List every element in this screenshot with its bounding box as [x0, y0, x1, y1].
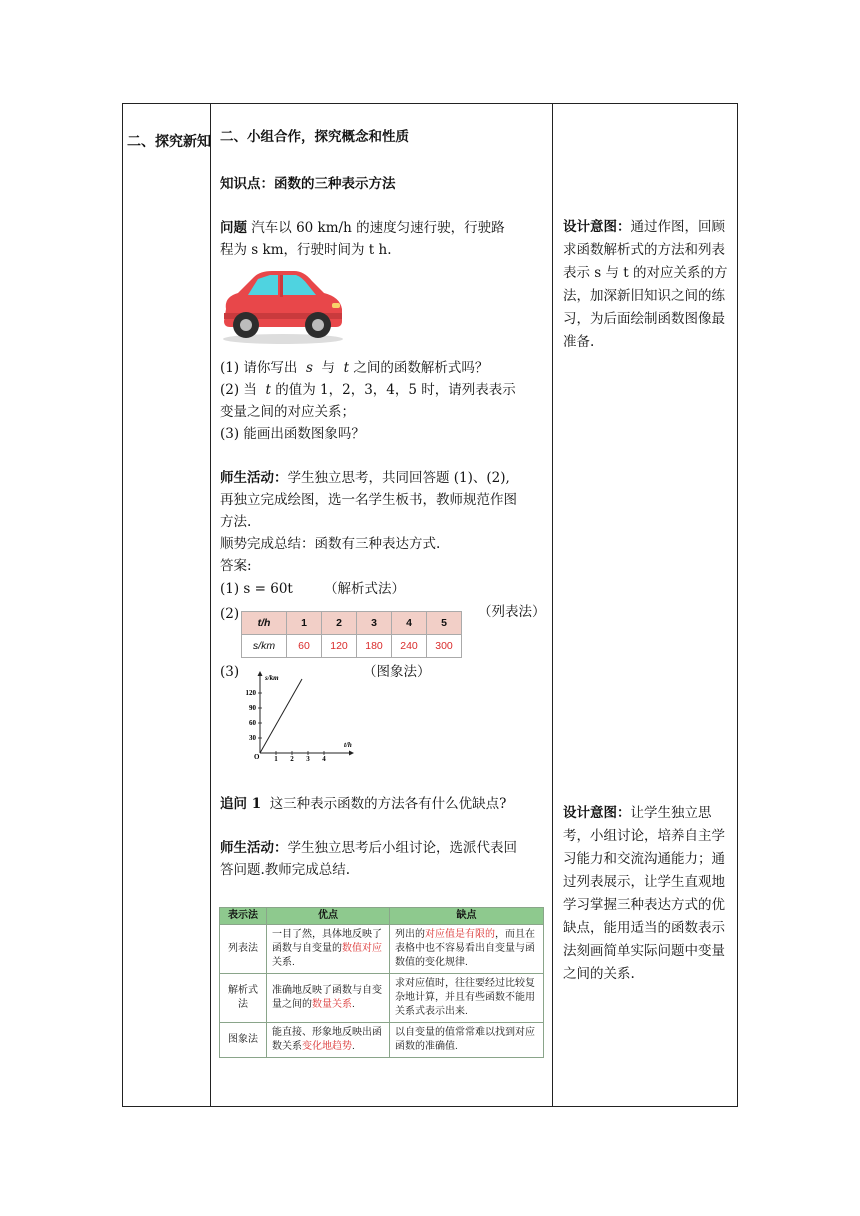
graph-xlabel: t/h: [344, 741, 352, 749]
answer-2-label: (2): [220, 606, 240, 622]
table-cell: 180: [357, 635, 392, 658]
table-cell: 120: [322, 635, 357, 658]
activity-block-2: 师生活动：学生独立思考后小组讨论，选派代表回 答问题.教师完成总结.: [220, 840, 517, 878]
x-tick-label: 1: [274, 755, 278, 761]
cons-cell: 列出的对应值是有限的，而且在表格中也不容易看出自变量与函数值的变化规律.: [390, 925, 544, 974]
main-heading: 二、小组合作，探究概念和性质: [220, 129, 409, 145]
summary-text: 顺势完成总结：函数有三种表达方式.: [220, 536, 441, 552]
answer-3-label: (3): [220, 664, 240, 680]
activity-block: 师生活动：学生独立思考，共同回答题 (1)、(2), 再独立完成绘图，选一名学生板书，教师规范作图 方法. 顺势完成总结：函数有三种表达方式. 答案:: [220, 470, 517, 574]
y-tick-label: 90: [249, 704, 256, 712]
graph-origin: O: [254, 753, 260, 761]
cons-cell: 求对应值时，往往要经过比较复杂地计算，并且有些函数不能用关系式表示出来.: [390, 974, 544, 1023]
problem-statement: [220, 217, 550, 261]
table-cell: t/h: [242, 612, 287, 635]
table-cell: 300: [427, 635, 462, 658]
graph-ylabel: s/km: [265, 674, 279, 682]
cons-cell: 以自变量的值常常难以找到对应函数的准确值.: [390, 1023, 544, 1058]
design-intent-1: 设计意图：通过作图，回顾求函数解析式的方法和列表表示 s 与 t 的对应关系的方法，加深新旧知识之间的练习，为后面绘制函数图像最准备.: [563, 219, 728, 350]
table-cell: 3: [357, 612, 392, 635]
section-label: 二、探究新知: [127, 134, 211, 150]
comparison-header: [220, 908, 544, 925]
table-cell: 2: [322, 612, 357, 635]
answer-1: (1) s = 60t: [220, 581, 293, 597]
x-tick-label: 4: [322, 755, 326, 761]
answer-label: 答案:: [220, 558, 252, 574]
y-tick-label: 120: [245, 689, 256, 697]
problem-label: 问题: [220, 220, 247, 236]
followup-question: 追问 1 这三种表示函数的方法各有什么优缺点?: [220, 796, 507, 812]
pros-cell: 一目了然，具体地反映了函数与自变量的数值对应关系.: [267, 925, 390, 974]
column-divider-2: [552, 104, 553, 1106]
pros-cell: 能直接、形象地反映出函数关系变化地趋势.: [267, 1023, 390, 1058]
table-cell: s/km: [242, 635, 287, 658]
comparison-row: [220, 925, 544, 974]
question-3: (3) 能画出函数图象吗？: [220, 426, 365, 442]
answer-2-method: （列表法）: [478, 604, 546, 620]
y-tick-label: 30: [249, 734, 256, 742]
table-cell: 240: [392, 635, 427, 658]
question-1: (1) 请你写出 s 与 t 之间的函数解析式吗？: [220, 360, 489, 376]
question-2: (2) 当 t 的值为 1，2，3，4，5 时，请列表表示 变量之间的对应关系；: [220, 382, 516, 420]
comparison-row: [220, 974, 544, 1023]
method-name: 列表法: [220, 925, 267, 974]
x-tick-label: 2: [290, 755, 294, 761]
table-cell: 4: [392, 612, 427, 635]
table-header-cell: 缺点: [390, 908, 544, 925]
table-cell: 60: [287, 635, 322, 658]
design-intent-2: 设计意图：让学生独立思考，小组讨论，培养自主学习能力和交流沟通能力；通过列表展示，让学生直观地学习掌握三种表达方式的优缺点，能用适当的函数表示法刻画简单实际问题中变量之间的关系.: [563, 805, 725, 982]
problem-text: 汽车以 60 km/h 的速度匀速行驶，行驶路: [251, 220, 505, 236]
comparison-row: [220, 1023, 544, 1058]
value-table-header: [242, 612, 462, 635]
value-table: [241, 611, 462, 658]
value-table-row: [242, 635, 462, 658]
comparison-table: [219, 907, 544, 1058]
pros-cell: 准确地反映了函数与自变量之间的数量关系.: [267, 974, 390, 1023]
function-graph: [232, 669, 362, 761]
answer-1-method: （解析式法）: [324, 581, 405, 597]
answer-3-method: （图象法）: [363, 664, 431, 680]
table-cell: 1: [287, 612, 322, 635]
questions: [220, 357, 550, 445]
car-illustration: [220, 269, 346, 345]
table-header-cell: 表示法: [220, 908, 267, 925]
lesson-table: [122, 103, 738, 1107]
method-name: 图象法: [220, 1023, 267, 1058]
table-cell: 5: [427, 612, 462, 635]
problem-text-2: 程为 s km，行驶时间为 t h.: [220, 242, 392, 258]
y-tick-label: 60: [249, 719, 256, 727]
table-header-cell: 优点: [267, 908, 390, 925]
knowledge-point: 知识点：函数的三种表示方法: [220, 176, 396, 192]
method-name: 解析式法: [220, 974, 267, 1023]
column-divider-1: [210, 104, 211, 1106]
x-tick-label: 3: [306, 755, 310, 761]
